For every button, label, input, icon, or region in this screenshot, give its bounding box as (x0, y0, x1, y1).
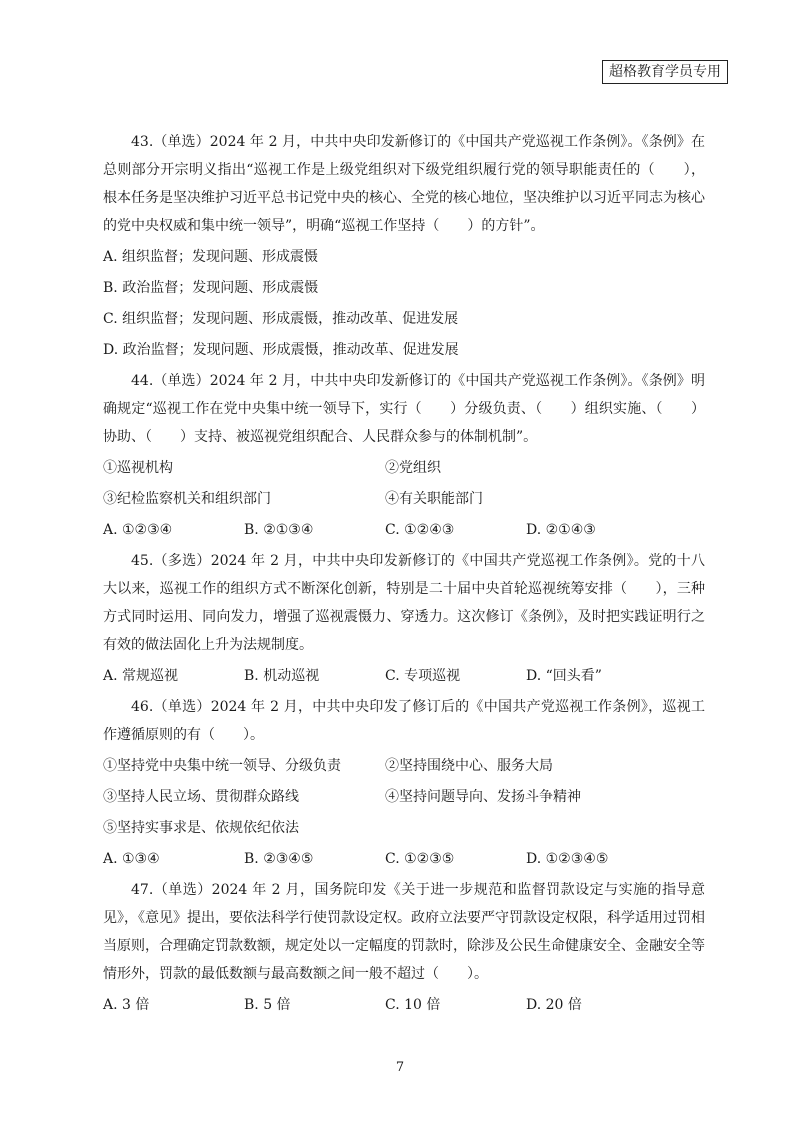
option-c: C. 专项巡视 (385, 668, 461, 684)
question-stem: 47.（单选）2024 年 2 月，国务院印发《关于进一步规范和监督罚款设定与实施的指导意见》，《意见》提出，要依法科学行使罚款设定权。政府立法要严守罚款设定权限，科学适用过罚相当原则，合理确定罚款数额，规定处以一定幅度的罚款时，除涉及公民生命健康安全、金融安全等情形外，罚款的最低数额与最高数额之间一般不超过（ ）。 (103, 882, 705, 982)
question-stem: 46.（单选）2024 年 2 月，中共中央印发了修订后的《中国共产党巡视工作条例》，巡视工作遵循原则的有（ ）。 (103, 699, 705, 743)
option-b: B. ②③④⑤ (244, 851, 314, 867)
option-a: A. 3 倍 (103, 997, 150, 1013)
question-46 (103, 693, 705, 873)
item: ④坚持问题导向、发扬斗争精神 (385, 789, 581, 805)
option-c: C. ①②③⑤ (385, 851, 455, 867)
item: ③坚持人民立场、贯彻群众路线 (103, 789, 299, 805)
option-d: D. 政治监督；发现问题、形成震慑，推动改革、促进发展 (103, 342, 459, 358)
question-stem: 43.（单选）2024 年 2 月，中共中央印发新修订的《中国共产党巡视工作条例》。《条例》在总则部分开宗明义指出“巡视工作是上级党组织对下级党组织履行党的领导职能责任的（ ），根本任务是坚决维护习近平总书记党中央的核心、全党的核心地位，坚决维护以习近平同志为核心的党中央权威和集中统一领导”，明确“巡视工作坚持（ ）的方针”。 (103, 134, 705, 234)
item: ⑤坚持实事求是、依规依纪依法 (103, 820, 299, 836)
option-a: A. ①③④ (103, 851, 160, 867)
question-stem: 44.（单选）2024 年 2 月，中共中央印发新修订的《中国共产党巡视工作条例》。《条例》明确规定“巡视工作在党中央集中统一领导下，实行（ ）分级负责、（ ）组织实施、（ ）协助、（ ）支持、被巡视党组织配合、人民群众参与的体制机制”。 (103, 373, 705, 445)
item-list (103, 783, 705, 811)
option-d: D. 20 倍 (526, 997, 582, 1013)
item: ④有关职能部门 (385, 491, 483, 507)
header-label: 超格教育学员专用 (602, 60, 728, 84)
item-list (103, 485, 705, 513)
option-c: C. ①②④③ (385, 522, 455, 538)
option-b: B. 政治监督；发现问题、形成震慑 (103, 280, 319, 296)
option-a: A. 组织监督；发现问题、形成震慑 (103, 249, 319, 265)
question-45 (103, 547, 705, 690)
option-row (103, 845, 705, 873)
item-list (103, 752, 705, 780)
option-row (103, 991, 705, 1019)
option-row (103, 662, 705, 690)
option-a: A. 常规巡视 (103, 668, 179, 684)
question-stem: 45.（多选）2024 年 2 月，中共中央印发新修订的《中国共产党巡视工作条例》。党的十八大以来，巡视工作的组织方式不断深化创新，特别是二十届中央首轮巡视统筹安排（ ），三种方式同时运用、同向发力，增强了巡视震慑力、穿透力。这次修订《条例》，及时把实践证明行之有效的做法固化上升为法规制度。 (103, 553, 705, 653)
page-number: 7 (395, 1060, 405, 1075)
item: ①坚持党中央集中统一领导、分级负责 (103, 758, 341, 774)
option-d: D. “回头看” (526, 668, 602, 684)
question-44 (103, 367, 705, 544)
option-c: C. 组织监督；发现问题、形成震慑，推动改革、促进发展 (103, 311, 459, 327)
option-a: A. ①②③④ (103, 522, 173, 538)
option-b: B. ②①③④ (244, 522, 314, 538)
question-43 (103, 128, 705, 364)
item: ③纪检监察机关和组织部门 (103, 491, 271, 507)
item-list (103, 454, 705, 482)
item: ②党组织 (385, 460, 441, 476)
question-47 (103, 876, 705, 1019)
question-list (103, 128, 705, 1019)
item: ②坚持围绕中心、服务大局 (385, 758, 553, 774)
option-c: C. 10 倍 (385, 997, 441, 1013)
option-d: D. ①②③④⑤ (526, 851, 609, 867)
option-row (103, 516, 705, 544)
option-d: D. ②①④③ (526, 522, 596, 538)
option-b: B. 5 倍 (244, 997, 291, 1013)
option-b: B. 机动巡视 (244, 668, 320, 684)
item: ①巡视机构 (103, 460, 173, 476)
